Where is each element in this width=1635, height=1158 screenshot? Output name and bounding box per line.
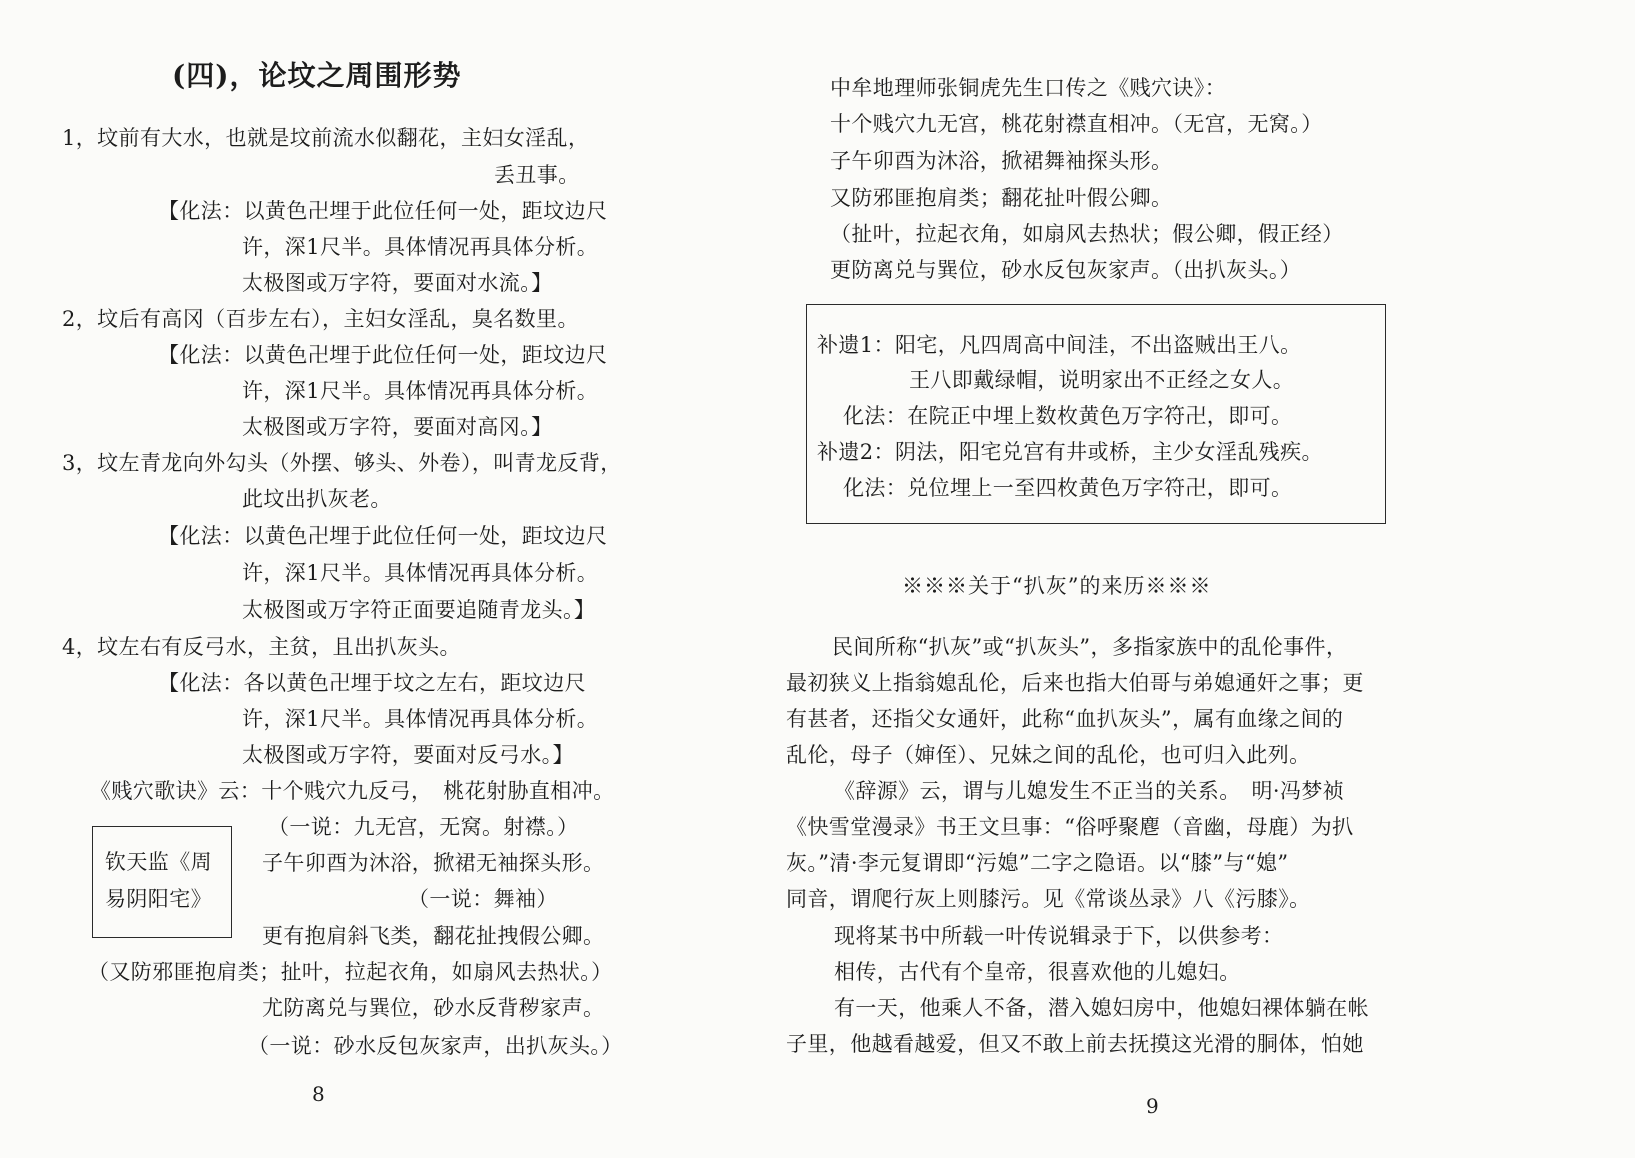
text-line: 有一天，他乘人不备，潜入媳妇房中，他媳妇裸体躺在帐 bbox=[834, 996, 1369, 1020]
supplement-box bbox=[806, 304, 1386, 524]
text-line: 更有抱肩斜飞类，翻花扯拽假公卿。 bbox=[262, 924, 605, 948]
text-line: 太极图或万字符，要面对反弓水。】 bbox=[242, 743, 574, 767]
text-line: 此坟出扒灰老。 bbox=[242, 487, 392, 511]
side-note-line: 钦天监《周 bbox=[105, 850, 212, 874]
text-line: 灰。”清·李元复谓即“污媳”二字之隐语。以“膝”与“媳” bbox=[786, 851, 1289, 875]
text-line: 相传，古代有个皇帝，很喜欢他的儿媳妇。 bbox=[834, 960, 1241, 984]
side-note-box bbox=[92, 826, 232, 938]
text-line: 中牟地理师张铜虎先生口传之《贱穴诀》： bbox=[830, 76, 1227, 100]
text-line: 4，坟左右有反弓水，主贫，且出扒灰头。 bbox=[62, 635, 461, 659]
text-line: （又防邪匪抱肩类；扯叶，拉起衣角，如扇风去热状。） bbox=[88, 960, 613, 984]
text-line: 1，坟前有大水，也就是坟前流水似翻花，主妇女淫乱， bbox=[62, 126, 590, 150]
side-note-line: 易阴阳宅》 bbox=[105, 887, 212, 911]
text-line: 《快雪堂漫录》书王文旦事：“俗呼聚麀（音幽，母鹿）为扒 bbox=[786, 815, 1354, 839]
left-page bbox=[0, 0, 812, 1158]
text-line: 2，坟后有高冈（百步左右），主妇女淫乱，臭名数里。 bbox=[62, 307, 579, 331]
text-line: 子午卯酉为沐浴，掀裙舞袖探头形。 bbox=[830, 149, 1173, 173]
text-line: 太极图或万字符，要面对水流。】 bbox=[242, 271, 553, 295]
box-line: 化法：兑位埋上一至四枚黄色万字符卍，即可。 bbox=[843, 476, 1293, 500]
text-line: 子午卯酉为沐浴，掀裙无袖探头形。 bbox=[262, 851, 605, 875]
text-line: 《贱穴歌诀》云：十个贱穴九反弓， 桃花射胁直相冲。 bbox=[90, 779, 615, 803]
text-line: 子里，他越看越爱，但又不敢上前去抚摸这光滑的胴体，怕她 bbox=[786, 1032, 1364, 1056]
box-line: 补遗1：阳宅，凡四周高中间洼，不出盗贼出王八。 bbox=[817, 333, 1302, 357]
text-line: 十个贱穴九无宫，桃花射襟直相冲。（无宫，无窝。） bbox=[830, 112, 1323, 136]
text-line: 更防离兑与巽位，砂水反包灰家声。（出扒灰头。） bbox=[830, 258, 1302, 282]
text-line: 【化法：以黄色卍埋于此位任何一处，距坟边尺 bbox=[158, 343, 608, 367]
left-page-title: (四)，论坟之周围形势 bbox=[172, 59, 462, 92]
text-line: 最初狭义上指翁媳乱伦，后来也指大伯哥与弟媳通奸之事；更 bbox=[786, 671, 1364, 695]
text-line: 许，深1尺半。具体情况再具体分析。 bbox=[242, 379, 599, 403]
text-line: 许，深1尺半。具体情况再具体分析。 bbox=[242, 561, 599, 585]
text-line: （扯叶，拉起衣角，如扇风去热状；假公卿，假正经） bbox=[830, 222, 1344, 246]
text-line: （一说：舞袖） bbox=[408, 887, 558, 911]
text-line: 【化法：以黄色卍埋于此位任何一处，距坟边尺 bbox=[158, 524, 608, 548]
text-line: 同音，谓爬行灰上则膝污。见《常谈丛录》八《污膝》。 bbox=[786, 887, 1311, 911]
text-line: 太极图或万字符正面要追随青龙头。】 bbox=[242, 598, 596, 622]
section-heading: ※※※关于“扒灰”的来历※※※ bbox=[902, 574, 1212, 598]
text-line: 许，深1尺半。具体情况再具体分析。 bbox=[242, 707, 599, 731]
page-number: 9 bbox=[1146, 1094, 1160, 1118]
text-line: 尤防离兑与巽位，砂水反背秽家声。 bbox=[262, 996, 605, 1020]
text-line: 3，坟左青龙向外勾头（外摆、够头、外卷），叫青龙反背， bbox=[62, 451, 622, 475]
text-line: 乱伦，母子（婶侄）、兄妹之间的乱伦，也可归入此列。 bbox=[786, 743, 1311, 767]
text-line: （一说：九无宫，无窝。射襟。） bbox=[268, 815, 579, 839]
text-line: 民间所称“扒灰”或“扒灰头”，多指家族中的乱伦事件， bbox=[832, 635, 1348, 659]
text-line: 又防邪匪抱肩类；翻花扯叶假公卿。 bbox=[830, 186, 1173, 210]
box-line: 补遗2：阴法，阳宅兑宫有井或桥，主少女淫乱残疾。 bbox=[817, 440, 1323, 464]
page-number: 8 bbox=[312, 1082, 326, 1106]
right-page bbox=[786, 0, 1635, 1158]
text-line: 【化法：以黄色卍埋于此位任何一处，距坟边尺 bbox=[158, 199, 608, 223]
text-line: （一说：砂水反包灰家声，出扒灰头。） bbox=[248, 1034, 623, 1058]
text-line: 许，深1尺半。具体情况再具体分析。 bbox=[242, 235, 599, 259]
box-line: 王八即戴绿帽，说明家出不正经之女人。 bbox=[909, 368, 1295, 392]
text-line: 太极图或万字符，要面对高冈。】 bbox=[242, 415, 553, 439]
text-line: 【化法：各以黄色卍埋于坟之左右，距坟边尺 bbox=[158, 671, 586, 695]
text-line: 丢丑事。 bbox=[494, 163, 580, 187]
box-line: 化法：在院正中埋上数枚黄色万字符卍，即可。 bbox=[843, 404, 1293, 428]
text-line: 《辞源》云，谓与儿媳发生不正当的关系。 明·冯梦祯 bbox=[834, 779, 1345, 803]
text-line: 现将某书中所载一叶传说辑录于下，以供参考： bbox=[834, 924, 1284, 948]
text-line: 有甚者，还指父女通奸，此称“血扒灰头”，属有血缘之间的 bbox=[786, 707, 1344, 731]
